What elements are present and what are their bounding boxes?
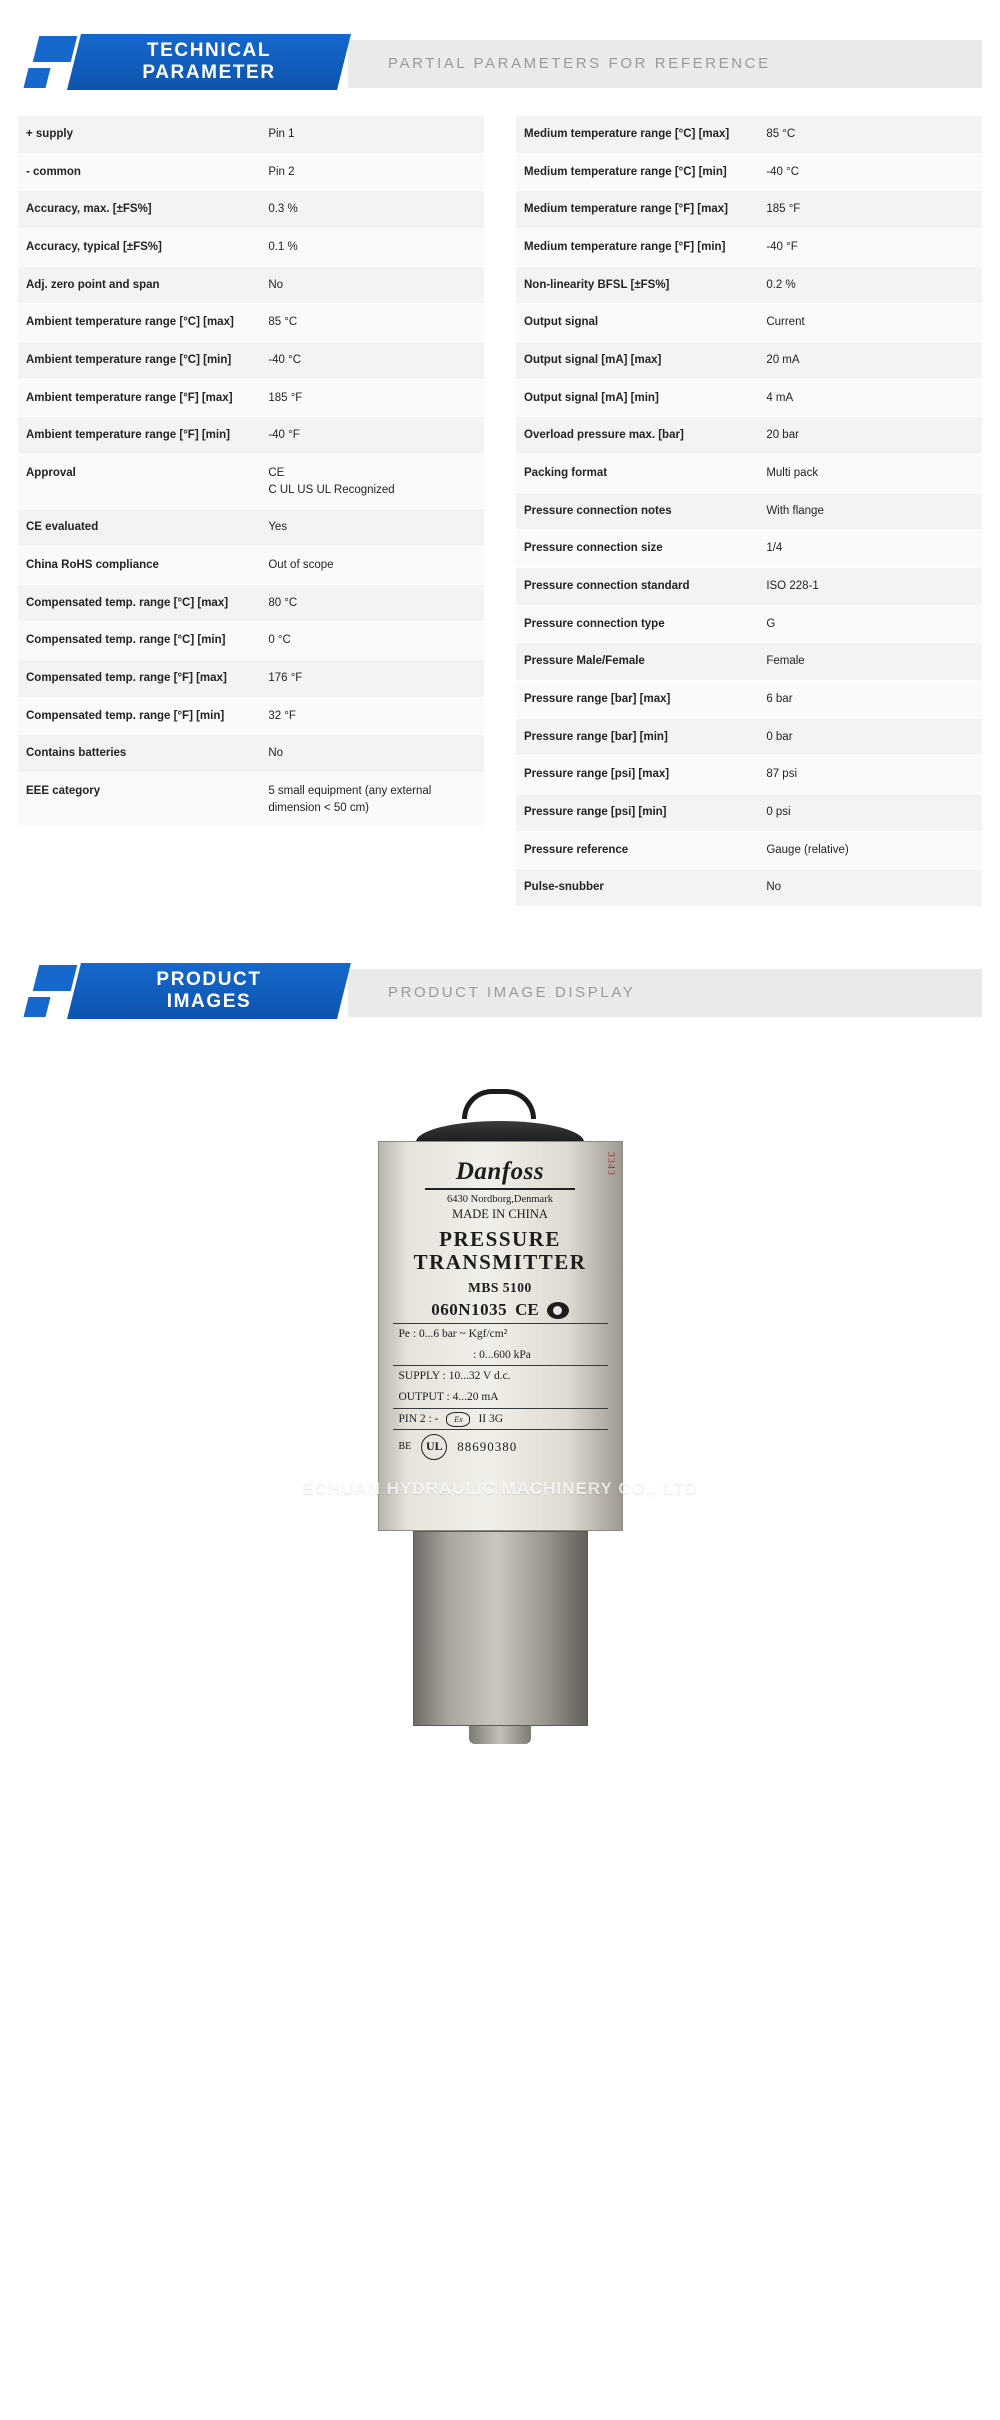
table-row — [18, 229, 484, 267]
spec-table-right — [516, 116, 982, 907]
part-number: 060N1035 — [431, 1300, 508, 1320]
spec-key: Pressure connection standard — [516, 568, 758, 606]
table-row — [516, 605, 982, 643]
table-row — [516, 530, 982, 568]
supply-spec: SUPPLY : 10...32 V d.c. — [398, 1370, 511, 1383]
table-row — [18, 191, 484, 229]
label-side-code: 3343 — [604, 1152, 616, 1177]
product-image-display — [0, 1049, 1000, 1809]
spec-key: Pulse-snubber — [516, 869, 758, 907]
spec-key: Pressure connection notes — [516, 492, 758, 530]
pressure-range-kpa: : 0...600 kPa — [393, 1345, 608, 1367]
spec-value: 176 °F — [260, 660, 484, 698]
ex-atex-icon: Ex — [446, 1412, 470, 1427]
ce-mark-icon: CE — [515, 1300, 539, 1320]
spec-value: Current — [758, 304, 982, 342]
spec-key: Packing format — [516, 455, 758, 493]
spec-value: 4 mA — [758, 379, 982, 417]
table-row — [516, 681, 982, 719]
product-title — [393, 1228, 608, 1273]
table-row — [18, 153, 484, 191]
spec-value: 20 bar — [758, 417, 982, 455]
spec-key: Medium temperature range [°C] [max] — [516, 116, 758, 153]
images-title — [74, 963, 344, 1019]
spec-value: 0 psi — [758, 794, 982, 832]
table-row — [516, 831, 982, 869]
specifications-area — [18, 116, 982, 907]
spec-key: Compensated temp. range [°F] [max] — [18, 660, 260, 698]
cable-icon — [462, 1089, 536, 1119]
spec-value: 85 °C — [260, 304, 484, 342]
spec-key: Ambient temperature range [°C] [max] — [18, 304, 260, 342]
product-title-line1: PRESSURE — [439, 1227, 561, 1252]
table-row — [516, 116, 982, 153]
spec-key: Pressure connection type — [516, 605, 758, 643]
spec-key: Output signal [mA] [max] — [516, 342, 758, 380]
spec-key: Pressure range [bar] [max] — [516, 681, 758, 719]
table-row — [18, 379, 484, 417]
technical-parameter-header — [18, 18, 982, 90]
spec-key: Medium temperature range [°F] [min] — [516, 229, 758, 267]
watermark-text: ECHUAN HYDRAULIC MACHINERY CO., LTD — [302, 1479, 698, 1499]
model-number: MBS 5100 — [468, 1280, 532, 1296]
technical-subtitle: PARTIAL PARAMETERS FOR REFERENCE — [388, 55, 771, 72]
spec-value: 5 small equipment (any external dimension < 50 cm) — [260, 773, 484, 827]
spec-key: Adj. zero point and span — [18, 266, 260, 304]
spec-value: 0 bar — [758, 718, 982, 756]
table-row — [18, 455, 484, 509]
images-title-line1: PRODUCT — [156, 969, 262, 991]
table-row — [516, 492, 982, 530]
header-gray-band — [348, 40, 982, 88]
table-row — [516, 153, 982, 191]
spec-key: Pressure connection size — [516, 530, 758, 568]
table-row — [516, 869, 982, 907]
table-row — [18, 116, 484, 153]
spec-value: With flange — [758, 492, 982, 530]
made-in-text: MADE IN CHINA — [452, 1207, 548, 1222]
spec-key: Pressure range [psi] [min] — [516, 794, 758, 832]
table-row — [18, 660, 484, 698]
part-number-row — [393, 1300, 608, 1324]
output-spec: OUTPUT : 4...20 mA — [393, 1387, 608, 1409]
spec-value: No — [260, 266, 484, 304]
table-row — [18, 697, 484, 735]
pressure-transmitter-image — [365, 1089, 635, 1744]
approval-oval-icon — [547, 1302, 569, 1319]
ul-listed-icon: UL — [421, 1434, 447, 1460]
spec-key: + supply — [18, 116, 260, 153]
spec-value: Pin 2 — [260, 153, 484, 191]
spec-value: 32 °F — [260, 697, 484, 735]
pin2-label: PIN 2 : - — [398, 1413, 439, 1426]
technical-title-line1: TECHNICAL — [146, 40, 272, 62]
table-row — [18, 735, 484, 773]
spec-value: -40 °F — [260, 417, 484, 455]
decor-tab-large — [33, 36, 77, 62]
manufacturer-address: 6430 Nordborg,Denmark — [447, 1194, 553, 1206]
table-row — [18, 417, 484, 455]
spec-value: 85 °C — [758, 116, 982, 153]
table-row — [516, 794, 982, 832]
table-row — [516, 568, 982, 606]
spec-key: Output signal [mA] [min] — [516, 379, 758, 417]
product-title-line2: TRANSMITTER — [413, 1249, 587, 1274]
table-row — [516, 417, 982, 455]
spec-value: ISO 228-1 — [758, 568, 982, 606]
spec-key: Pressure range [psi] [max] — [516, 756, 758, 794]
spec-value: 20 mA — [758, 342, 982, 380]
spec-value: 6 bar — [758, 681, 982, 719]
spec-value: 0.1 % — [260, 229, 484, 267]
spec-key: Output signal — [516, 304, 758, 342]
spec-value: 1/4 — [758, 530, 982, 568]
spec-key: - common — [18, 153, 260, 191]
table-row — [18, 547, 484, 585]
certification-row — [393, 1430, 608, 1462]
spec-key: Compensated temp. range [°F] [min] — [18, 697, 260, 735]
spec-value: No — [260, 735, 484, 773]
product-detail-page — [0, 18, 1000, 2420]
spec-value: 0.3 % — [260, 191, 484, 229]
be-mark-label: BE — [398, 1441, 412, 1453]
table-row — [516, 643, 982, 681]
table-row — [516, 304, 982, 342]
images-title-line2: IMAGES — [166, 991, 252, 1013]
technical-title-line2: PARAMETER — [142, 62, 276, 83]
spec-value: 185 °F — [758, 191, 982, 229]
table-row — [516, 379, 982, 417]
spec-value: CE C UL US UL Recognized — [260, 455, 484, 509]
spec-value: 80 °C — [260, 584, 484, 622]
spec-key: Accuracy, typical [±FS%] — [18, 229, 260, 267]
spec-column-left — [18, 116, 484, 907]
product-images-header — [18, 947, 982, 1019]
spec-value: 0 °C — [260, 622, 484, 660]
table-row — [18, 622, 484, 660]
spec-value: 185 °F — [260, 379, 484, 417]
images-subtitle: PRODUCT IMAGE DISPLAY — [388, 984, 636, 1002]
spec-value: -40 °C — [260, 342, 484, 380]
spec-key: Approval — [18, 455, 260, 509]
table-row — [516, 191, 982, 229]
spec-key: China RoHS compliance — [18, 547, 260, 585]
table-row — [18, 584, 484, 622]
spec-key: Pressure Male/Female — [516, 643, 758, 681]
spec-table-left — [18, 116, 484, 827]
device-steel-body — [413, 1531, 588, 1726]
spec-value: Pin 1 — [260, 116, 484, 153]
spec-key: Medium temperature range [°F] [max] — [516, 191, 758, 229]
spec-key: Compensated temp. range [°C] [min] — [18, 622, 260, 660]
ex-class-label: II 3G — [478, 1413, 504, 1426]
spec-key: Overload pressure max. [bar] — [516, 417, 758, 455]
spec-value: G — [758, 605, 982, 643]
spec-value: No — [758, 869, 982, 907]
spec-key: Ambient temperature range [°F] [max] — [18, 379, 260, 417]
table-row — [516, 455, 982, 493]
spec-key: Accuracy, max. [±FS%] — [18, 191, 260, 229]
spec-value: Yes — [260, 509, 484, 547]
spec-key: Medium temperature range [°C] [min] — [516, 153, 758, 191]
spec-key: Non-linearity BFSL [±FS%] — [516, 266, 758, 304]
spec-key: Ambient temperature range [°C] [min] — [18, 342, 260, 380]
table-row — [516, 229, 982, 267]
spec-column-right — [516, 116, 982, 907]
pin-and-ex-row — [393, 1409, 608, 1430]
spec-key: Ambient temperature range [°F] [min] — [18, 417, 260, 455]
table-row — [18, 509, 484, 547]
table-row — [516, 756, 982, 794]
pressure-range-bar: Pe : 0...6 bar ~ Kgf/cm² — [398, 1328, 508, 1341]
serial-number: 88690380 — [457, 1438, 518, 1454]
spec-value: Out of scope — [260, 547, 484, 585]
spec-value: -40 °F — [758, 229, 982, 267]
brand-name: Danfoss — [455, 1158, 545, 1186]
spec-value: -40 °C — [758, 153, 982, 191]
table-row — [18, 342, 484, 380]
header-gray-band-2 — [348, 969, 982, 1017]
spec-value: Multi pack — [758, 455, 982, 493]
spec-key: Compensated temp. range [°C] [max] — [18, 584, 260, 622]
decor-tab-small — [24, 68, 51, 88]
brand-underline — [425, 1188, 575, 1190]
spec-key: Pressure range [bar] [min] — [516, 718, 758, 756]
technical-title — [74, 34, 344, 90]
decor-tab-large-2 — [33, 965, 77, 991]
table-row — [18, 304, 484, 342]
spec-value: Female — [758, 643, 982, 681]
table-row — [18, 773, 484, 827]
cable-loop — [440, 1089, 560, 1121]
spec-key: EEE category — [18, 773, 260, 827]
spec-value: 87 psi — [758, 756, 982, 794]
spec-key: Pressure reference — [516, 831, 758, 869]
spec-key: Contains batteries — [18, 735, 260, 773]
spec-value: 0.2 % — [758, 266, 982, 304]
spec-key: CE evaluated — [18, 509, 260, 547]
table-row — [516, 266, 982, 304]
table-row — [516, 342, 982, 380]
decor-tab-small-2 — [24, 997, 51, 1017]
device-label-plate — [378, 1141, 623, 1531]
spec-value: Gauge (relative) — [758, 831, 982, 869]
table-row — [516, 718, 982, 756]
pressure-port — [469, 1726, 531, 1744]
table-row — [18, 266, 484, 304]
